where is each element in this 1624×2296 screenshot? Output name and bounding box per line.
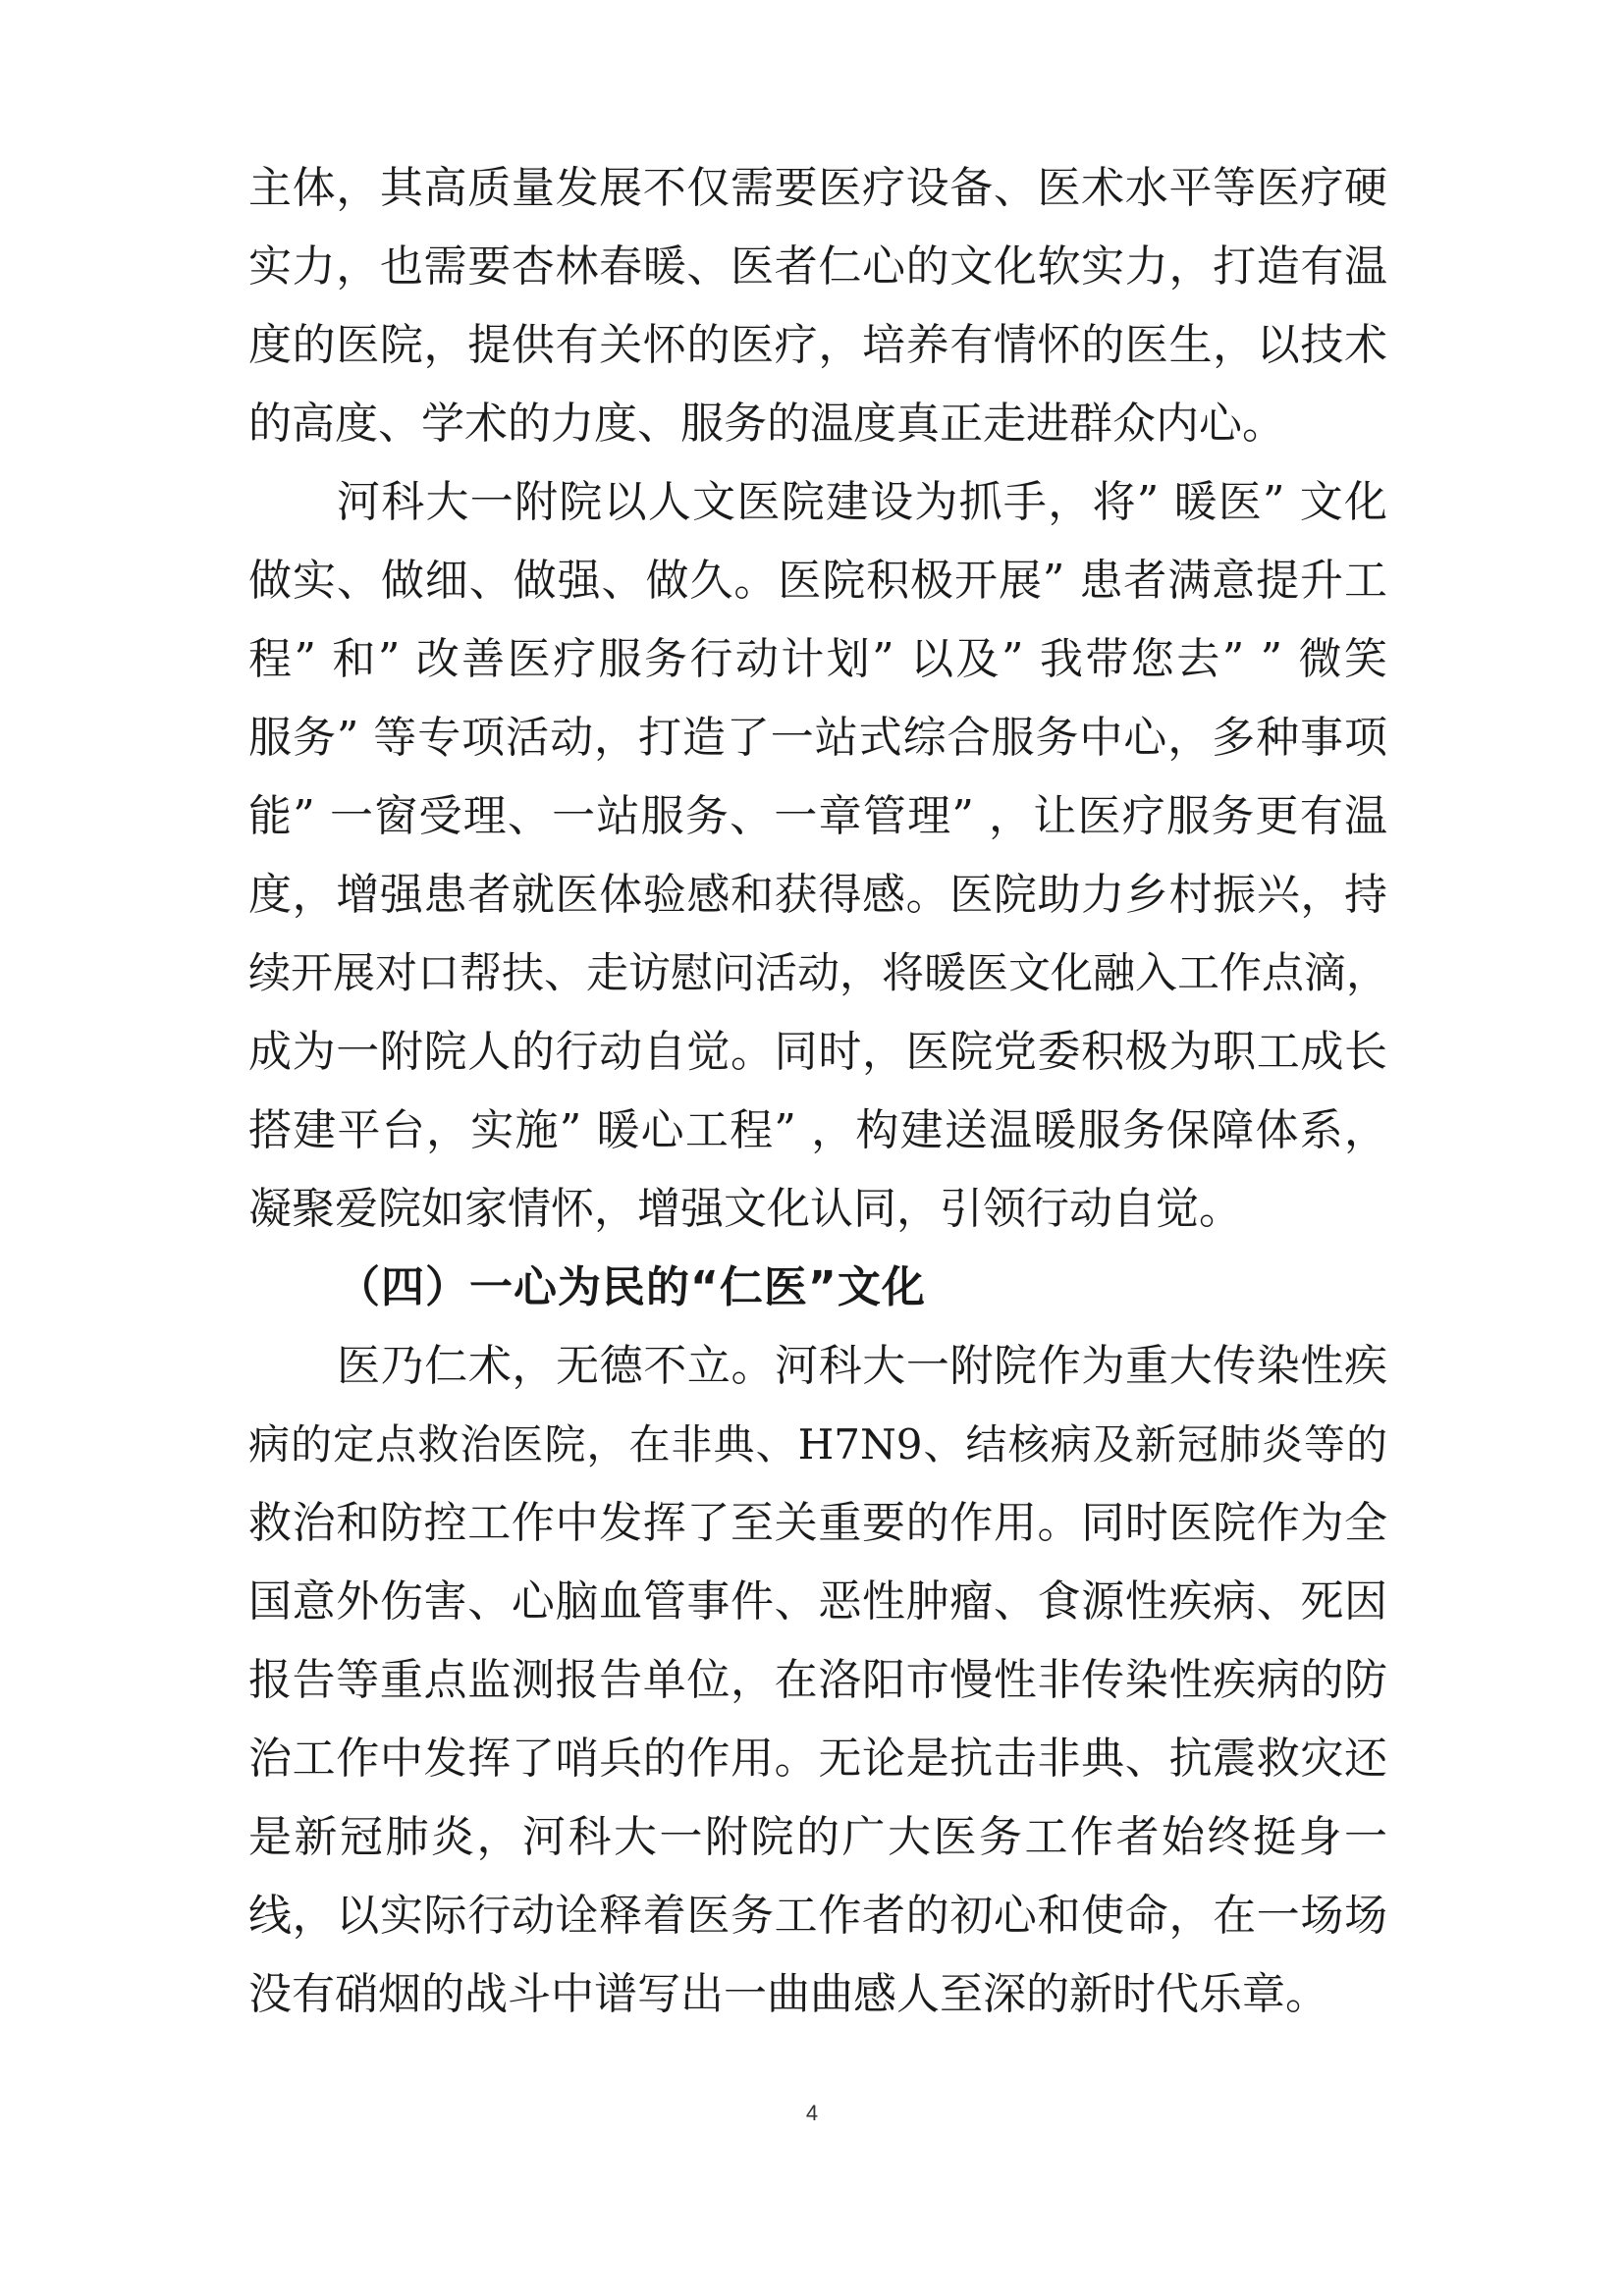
text-line: 治工作中发挥了哨兵的作用。无论是抗击非典、抗震救灾还	[248, 1734, 1387, 1784]
text-line: 做实、做细、做强、做久。医院积极开展” 患者满意提升工	[248, 556, 1387, 606]
text-line: 河科大一附院以人文医院建设为抓手，将” 暖医” 文化	[337, 477, 1387, 527]
text-line: 程” 和” 改善医疗服务行动计划” 以及” 我带您去” ” 微笑	[248, 634, 1387, 684]
text-line: 搭建平台，实施” 暖心工程” ，构建送温暖服务保障体系，	[248, 1105, 1387, 1155]
text-line: 病的定点救治医院，在非典、H7N9、结核病及新冠肺炎等的	[248, 1420, 1387, 1468]
text-line: 成为一附院人的行动自觉。同时，医院党委积极为职工成长	[248, 1027, 1387, 1077]
text-line: 是新冠肺炎，河科大一附院的广大医务工作者始终挺身一	[248, 1812, 1387, 1862]
text-line: 服务” 等专项活动，打造了一站式综合服务中心，多种事项	[248, 713, 1387, 763]
text-line: 线，以实际行动诠释着医务工作者的初心和使命，在一场场	[248, 1891, 1387, 1941]
text-line: 国意外伤害、心脑血管事件、恶性肿瘤、食源性疾病、死因	[248, 1576, 1387, 1627]
text-line: 主体，其高质量发展不仅需要医疗设备、医术水平等医疗硬	[248, 163, 1387, 213]
text-line: 度，增强患者就医体验感和获得感。医院助力乡村振兴，持	[248, 870, 1387, 920]
section-heading: （四）一心为民的“仁医”文化	[337, 1262, 926, 1312]
text-line: 实力，也需要杏林春暖、医者仁心的文化软实力，打造有温	[248, 241, 1387, 292]
text-line: 的高度、学术的力度、服务的温度真正走进群众内心。	[248, 399, 1285, 449]
text-line: 度的医院，提供有关怀的医疗，培养有情怀的医生，以技术	[248, 320, 1387, 370]
text-line: 没有硝烟的战斗中谱写出一曲曲感人至深的新时代乐章。	[248, 1969, 1328, 2019]
text-line: 能” 一窗受理、一站服务、一章管理” ，让医疗服务更有温	[248, 791, 1387, 841]
text-line: 救治和防控工作中发挥了至关重要的作用。同时医院作为全	[248, 1498, 1387, 1548]
text-line: 医乃仁术，无德不立。河科大一附院作为重大传染性疾	[337, 1341, 1387, 1391]
text-line: 报告等重点监测报告单位，在洛阳市慢性非传染性疾病的防	[248, 1655, 1387, 1705]
text-line: 凝聚爱院如家情怀，增强文化认同，引领行动自觉。	[248, 1184, 1242, 1234]
text-line: 续开展对口帮扶、走访慰问活动，将暖医文化融入工作点滴，	[248, 949, 1388, 998]
page-number: 4	[805, 2101, 819, 2125]
